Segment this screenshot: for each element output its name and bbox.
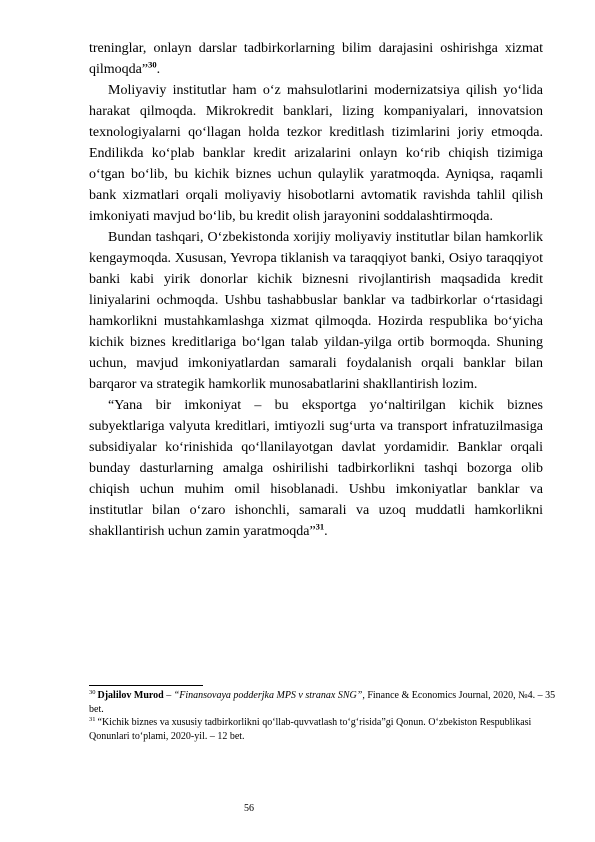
paragraph-end-punct: . (324, 524, 328, 539)
footnote-text: “Kichik biznes va xususiy tadbirkorlikni qo‘llab-quvvatlash to‘g‘risida”gi Qonun. O‘zbekiston Respublikasi Qonunlari to‘plami, 2020-yil. – 12 bet. (89, 717, 532, 742)
paragraph-text: treninglar, onlayn darslar tadbirkorlarning bilim darajasini oshirishga xizmat qilmoqda” (89, 41, 543, 77)
footnote-ref-31[interactable]: 31 (315, 521, 325, 532)
footnote-source: , Finance & Economics Journal, 2020, №4. – 35 bet. (89, 690, 556, 715)
footnote-divider (89, 685, 203, 686)
footnote-number: 30 (89, 688, 96, 696)
footnote-number: 31 (89, 715, 96, 723)
footnote-separator: – (163, 690, 174, 701)
footnote-author: Djalilov Murod (97, 690, 164, 701)
paragraph-financial-institutions: Moliyaviy institutlar ham o‘z mahsulotlarini modernizatsiya qilish yo‘lida harakat qilmoqda. Mikrokredit banklari, lizing kompaniyalari, innovatsion texnologiyalarni qo‘llagan holda tezkor kreditlash tizimlarini joriy etmoqda. Endilikda ko‘plab banklar kredit arizalarini onlayn ko‘rib chiqish tizimiga o‘tgan bo‘lib, bu kichik biznes uchun qulaylik yaratmoqda. Ayniqsa, raqamli bank xizmatlari orqali moliyaviy hisobotlarni avtomatik ravishda tahlil qilish imkoniyati mavjud bo‘lib, bu kredit olish jarayonini soddalashtirmoqda. (89, 83, 543, 224)
footnote-title: “Finansovaya podderjka MPS v stranax SNG” (173, 690, 363, 701)
paragraph-continuation (89, 38, 543, 80)
footnotes-section (89, 685, 559, 743)
paragraph-export-quote (89, 395, 543, 542)
footnote-31 (89, 716, 559, 743)
paragraph-foreign-cooperation: Bundan tashqari, O‘zbekistonda xorijiy moliyaviy institutlar bilan hamkorlik kengaymoqda. Xususan, Yevropa tiklanish va taraqqiyot banki, Osiyo taraqqiyot banki kabi yirik donorlar kichik biznesni rivojlantirish maqsadida kredit liniyalarini ochmoqda. Ushbu tashabbuslar banklar va tadbirkorlar o‘rtasidagi hamkorlikni mustahkamlashga xizmat qilmoqda. Hozirda respublika bo‘yicha kichik biznes kreditlariga bo‘lgan talab yildan-yilga ortib bormoqda. Shuning uchun, mavjud imkoniyatlardan samarali foydalanish orqali banklar bilan barqaror va strategik hamkorlik munosabatlarini shakllantirish lozim. (89, 230, 543, 392)
paragraph-end-punct: . (156, 62, 161, 77)
footnote-30 (89, 689, 559, 716)
body-text (89, 38, 543, 542)
footnote-ref-30[interactable]: 30 (148, 59, 157, 70)
page-number: 56 (244, 803, 254, 814)
paragraph-text: “Yana bir imkoniyat – bu eksportga yo‘naltirilgan kichik biznes subyektlariga valyuta kreditlari, imtiyozli sug‘urta va transport infratuzilmasiga subsidiyalar ko‘rinishida qo‘llanilayotgan davlat yordamidir. Banklar orqali bunday dasturlarning amalga oshirilishi tadbirkorlikni tashqi bozorga olib chiqish uchun muhim omil hisoblanadi. Ushbu imkoniyatlar banklar va institutlar bilan o‘zaro ishonchli, samarali va uzoq muddatli hamkorlikni shakllantirish uchun zamin yaratmoqda” (89, 398, 543, 539)
